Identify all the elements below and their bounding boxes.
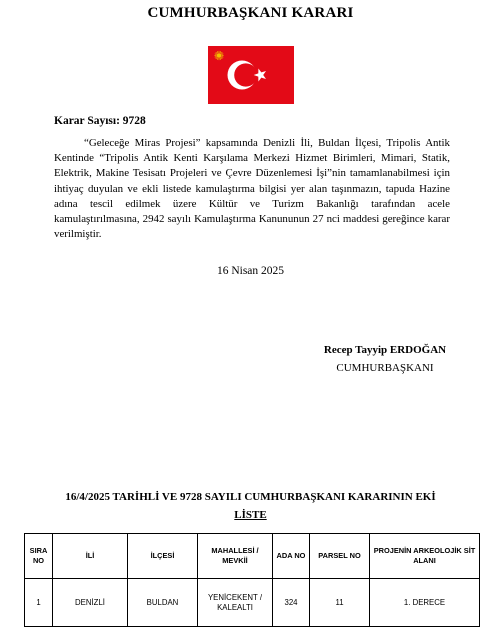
header-mahalle: MAHALLESİ / MEVKİİ — [198, 534, 273, 579]
emblem-sun — [217, 53, 222, 58]
header-il: İLİ — [53, 534, 128, 579]
header-sit: PROJENİN ARKEOLOJİK SİT ALANI — [370, 534, 480, 579]
header-ilce: İLÇESİ — [128, 534, 198, 579]
cell-mahalle: YENİCEKENT / KALEALTI — [198, 579, 273, 627]
table-row — [25, 579, 480, 627]
signer-name: Recep Tayyip ERDOĞAN — [323, 344, 447, 356]
header-parsel: PARSEL NO — [310, 534, 370, 579]
header-ada: ADA NO — [273, 534, 310, 579]
cell-sira-no: 1 — [25, 579, 53, 627]
cell-sit: 1. DERECE — [370, 579, 480, 627]
annex-subtitle: LİSTE — [234, 509, 267, 521]
decision-date: 16 Nisan 2025 — [216, 265, 285, 277]
annex-table — [24, 533, 480, 627]
decision-body: “Geleceğe Miras Projesi” kapsamında Denizli İli, Buldan İlçesi, Tripolis Antik Kentinde “Tripolis Antik Kenti Karşılama Merkezi Hizmet Birimleri, Mimari, Statik, Elektrik, Makine Tesisatı Projeleri ve Çevre Düzenlemesi İşi”nin tamamlanabilmesi için ihtiyaç duyulan ve ekli listede kamulaştırma bilgisi yer alan taşınmazın, tapuda Hazine adına tescil edilmek üzere Kültür ve Turizm Bakanlığı tarafından acele kamulaştırılmasına, 2942 sayılı Kamulaştırma Kanununun 27 nci maddesi gereğince karar verilmiştir. — [54, 137, 450, 241]
signer-title: CUMHURBAŞKANI — [336, 362, 434, 374]
header-sira-no: SIRA NO — [25, 534, 53, 579]
cell-il: DENİZLİ — [53, 579, 128, 627]
decision-number: Karar Sayısı: 9728 — [54, 115, 146, 127]
table-header-row — [25, 534, 480, 579]
cell-ilce: BULDAN — [128, 579, 198, 627]
decree-title: CUMHURBAŞKANI KARARI — [147, 5, 354, 21]
turkish-flag-icon — [208, 46, 294, 104]
cell-parsel: 11 — [310, 579, 370, 627]
annex-title: 16/4/2025 TARİHLİ VE 9728 SAYILI CUMHURBAŞKANI KARARININ EKİ — [65, 491, 436, 503]
cell-ada: 324 — [273, 579, 310, 627]
presidential-emblem-icon — [214, 51, 223, 60]
